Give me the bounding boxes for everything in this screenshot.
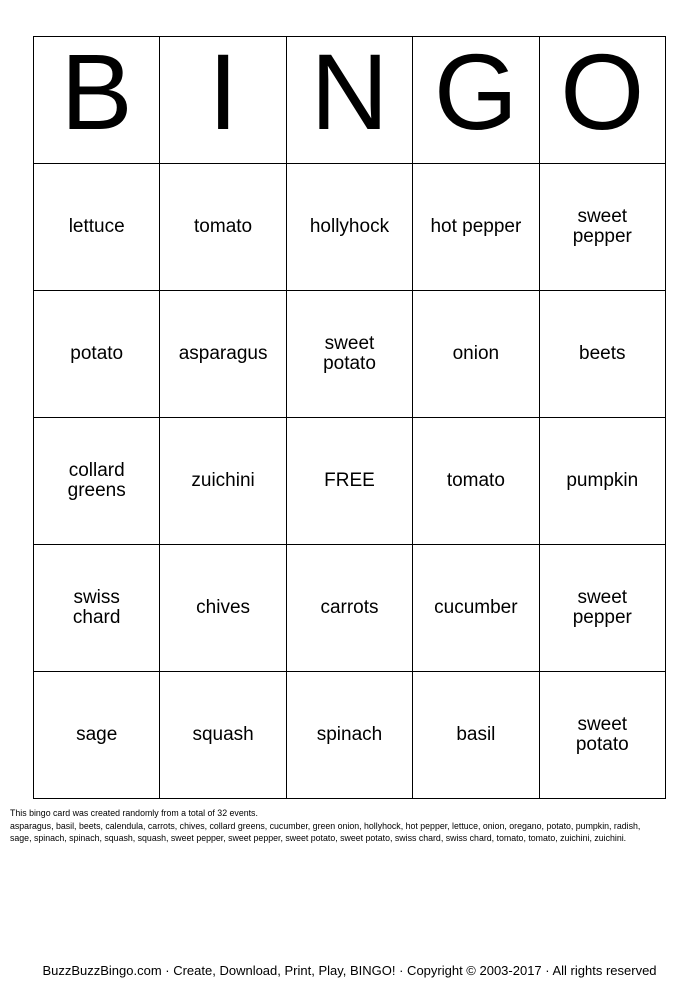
cell-text: hot pepper	[430, 216, 522, 237]
bingo-cell	[413, 291, 539, 418]
cell-text: spinach	[316, 724, 383, 745]
header-letter: G	[433, 36, 518, 152]
cell-text: lettuce	[68, 216, 125, 237]
bingo-cell	[34, 164, 160, 291]
bingo-cell	[413, 672, 539, 799]
cell-text: sweet potato	[323, 333, 376, 374]
bingo-cell	[34, 672, 160, 799]
cell-text: squash	[192, 724, 254, 745]
bingo-row-1	[34, 164, 666, 291]
bingo-cell	[539, 545, 665, 672]
info-line-events-continued: sage, spinach, spinach, squash, squash, sweet pepper, sweet pepper, sweet potato, sweet potato, swiss chard, swiss chard, tomato, tomato, zuichini, zuichini.	[10, 833, 627, 843]
cell-text: pumpkin	[566, 470, 639, 491]
cell-text: beets	[579, 343, 626, 364]
bingo-cell	[34, 291, 160, 418]
bingo-cell	[286, 672, 412, 799]
header-cell-n	[286, 37, 412, 164]
cell-text: sage	[76, 724, 118, 745]
bingo-header-row	[34, 37, 666, 164]
cell-text: tomato	[446, 470, 505, 491]
bingo-cell	[160, 545, 286, 672]
free-space-text: FREE	[324, 470, 375, 491]
free-space-cell	[286, 418, 412, 545]
bingo-cell	[160, 418, 286, 545]
bingo-cell	[160, 291, 286, 418]
cell-text: cucumber	[434, 597, 518, 618]
bingo-cell	[413, 545, 539, 672]
bingo-cell	[539, 418, 665, 545]
bingo-cell	[539, 672, 665, 799]
info-line-summary: This bingo card was created randomly from a total of 32 events.	[10, 808, 258, 818]
header-letter: N	[310, 36, 389, 152]
bingo-card	[33, 36, 666, 799]
header-cell-g	[413, 37, 539, 164]
bingo-cell	[286, 545, 412, 672]
bingo-cell	[34, 418, 160, 545]
bingo-row-5	[34, 672, 666, 799]
cell-text: basil	[456, 724, 496, 745]
bingo-cell	[286, 164, 412, 291]
bingo-cell	[34, 545, 160, 672]
bingo-cell	[413, 418, 539, 545]
bingo-cell	[539, 164, 665, 291]
bingo-cell	[160, 164, 286, 291]
cell-text: onion	[452, 343, 500, 364]
cell-text: sweet pepper	[572, 206, 632, 247]
bingo-cell	[286, 291, 412, 418]
header-cell-o	[539, 37, 665, 164]
footer-copyright: BuzzBuzzBingo.com · Create, Download, Print, Play, BINGO! · Copyright © 2003-2017 · All rights reserved	[42, 963, 657, 978]
bingo-cell	[160, 672, 286, 799]
cell-text: tomato	[194, 216, 253, 237]
bingo-row-2	[34, 291, 666, 418]
cell-text: hollyhock	[309, 216, 390, 237]
cell-text: sweet pepper	[572, 587, 632, 628]
bingo-cell	[539, 291, 665, 418]
card-info	[10, 807, 690, 845]
cell-text: potato	[70, 343, 124, 364]
bingo-row-3	[34, 418, 666, 545]
cell-text: collard greens	[67, 460, 126, 501]
header-cell-i	[160, 37, 286, 164]
header-cell-b	[34, 37, 160, 164]
header-letter: B	[60, 36, 133, 152]
cell-text: asparagus	[178, 343, 268, 364]
header-letter: O	[560, 36, 645, 152]
cell-text: carrots	[320, 597, 379, 618]
cell-text: zuichini	[191, 470, 255, 491]
header-letter: I	[208, 36, 239, 152]
cell-text: swiss chard	[72, 587, 121, 628]
bingo-cell	[413, 164, 539, 291]
bingo-row-4	[34, 545, 666, 672]
cell-text: chives	[196, 597, 251, 618]
info-line-events: asparagus, basil, beets, calendula, carrots, chives, collard greens, cucumber, green onion, hollyhock, hot pepper, lettuce, onion, oregano, potato, pumpkin, radish,	[10, 820, 641, 831]
cell-text: sweet potato	[575, 714, 629, 755]
